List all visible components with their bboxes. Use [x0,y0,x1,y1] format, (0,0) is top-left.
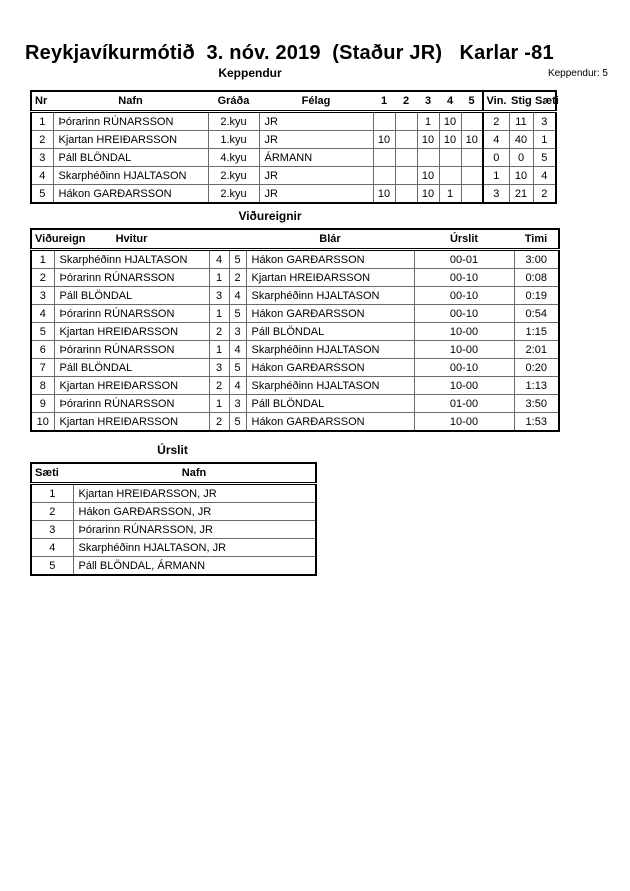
table-row [31,185,556,204]
cell-nr: 1 [31,112,53,131]
table-row [31,323,559,341]
cell-blar-nr: 4 [229,341,246,359]
table-row [31,341,559,359]
cell-saeti: 1 [31,484,73,503]
cell-round-1 [373,167,395,185]
col-stig: Stig [509,91,533,112]
cell-blar-nr: 3 [229,395,246,413]
cell-round-2 [395,185,417,204]
cell-round-1: 10 [373,131,395,149]
table-row [31,287,559,305]
cell-grada: 4.kyu [208,149,259,167]
cell-vin: 2 [483,112,509,131]
cell-blar: Skarphéðinn HJALTASON [246,341,414,359]
col-spacer [229,229,246,250]
cell-match-nr: 8 [31,377,54,395]
cell-saeti: 4 [31,539,73,557]
col-nafn: Nafn [53,91,208,112]
table-row [31,305,559,323]
cell-blar-nr: 2 [229,269,246,287]
table-row [31,484,316,503]
cell-hvitur: Kjartan HREIÐARSSON [54,377,209,395]
urslit-header-row [31,463,316,484]
table-row [31,539,316,557]
cell-round-3: 10 [417,131,439,149]
cell-blar: Hákon GARÐARSSON [246,305,414,323]
cell-timi: 1:13 [514,377,559,395]
keppendur-heading: Keppendur [218,66,282,80]
cell-nafn: Skarphéðinn HJALTASON, JR [73,539,316,557]
vidureignir-heading: Viðureignir [238,209,302,223]
cell-vin: 0 [483,149,509,167]
cell-felag: JR [259,131,373,149]
col-round-4: 4 [439,91,461,112]
cell-round-2 [395,131,417,149]
cell-round-5 [461,112,483,131]
cell-grada: 1.kyu [208,131,259,149]
cell-round-5 [461,185,483,204]
cell-nafn: Páll BLÖNDAL [53,149,208,167]
cell-blar: Páll BLÖNDAL [246,395,414,413]
cell-match-nr: 1 [31,250,54,269]
cell-saeti: 3 [31,521,73,539]
cell-hvitur-nr: 2 [209,377,229,395]
cell-urslit: 00-10 [414,359,514,377]
cell-blar: Skarphéðinn HJALTASON [246,377,414,395]
table-row [31,112,556,131]
cell-round-1 [373,112,395,131]
table-row [31,131,556,149]
cell-timi: 0:54 [514,305,559,323]
cell-round-5 [461,167,483,185]
table-row [31,269,559,287]
col-felag: Félag [259,91,373,112]
cell-hvitur-nr: 3 [209,287,229,305]
cell-nr: 4 [31,167,53,185]
cell-match-nr: 10 [31,413,54,432]
cell-vin: 4 [483,131,509,149]
cell-round-2 [395,112,417,131]
cell-nr: 2 [31,131,53,149]
col-timi: Timi [514,229,559,250]
cell-hvitur: Kjartan HREIÐARSSON [54,323,209,341]
cell-blar-nr: 5 [229,305,246,323]
cell-blar: Páll BLÖNDAL [246,323,414,341]
cell-match-nr: 4 [31,305,54,323]
cell-round-2 [395,167,417,185]
cell-nafn: Hákon GARÐARSSON [53,185,208,204]
cell-hvitur-nr: 4 [209,250,229,269]
col-vidureign: Viðureign [31,229,54,250]
table-row [31,521,316,539]
cell-round-4: 1 [439,185,461,204]
vidureignir-table [30,228,560,432]
cell-hvitur-nr: 1 [209,341,229,359]
table-row [31,395,559,413]
cell-hvitur-nr: 1 [209,269,229,287]
table-row [31,167,556,185]
cell-hvitur: Skarphéðinn HJALTASON [54,250,209,269]
cell-grada: 2.kyu [208,112,259,131]
cell-round-2 [395,149,417,167]
cell-saeti: 3 [533,112,556,131]
cell-hvitur: Þórarinn RÚNARSSON [54,341,209,359]
cell-saeti: 5 [533,149,556,167]
col-saeti: Sæti [31,463,73,484]
col-blar: Blár [246,229,414,250]
cell-grada: 2.kyu [208,167,259,185]
cell-timi: 0:20 [514,359,559,377]
cell-nr: 3 [31,149,53,167]
cell-stig: 21 [509,185,533,204]
col-round-5: 5 [461,91,483,112]
cell-felag: JR [259,167,373,185]
col-nafn: Nafn [73,463,316,484]
cell-blar: Skarphéðinn HJALTASON [246,287,414,305]
col-urslit: Úrslit [414,229,514,250]
page-title: Reykjavíkurmótið 3. nóv. 2019 (Staður JR) Karlar -81 [25,42,554,64]
cell-timi: 1:53 [514,413,559,432]
cell-nafn: Skarphéðinn HJALTASON [53,167,208,185]
cell-match-nr: 7 [31,359,54,377]
cell-nafn: Þórarinn RÚNARSSON [53,112,208,131]
cell-urslit: 10-00 [414,323,514,341]
cell-grada: 2.kyu [208,185,259,204]
cell-round-1 [373,149,395,167]
col-nr: Nr [31,91,53,112]
cell-hvitur-nr: 2 [209,323,229,341]
keppendur-header-row [31,91,556,112]
cell-saeti: 4 [533,167,556,185]
cell-blar: Kjartan HREIÐARSSON [246,269,414,287]
cell-felag: JR [259,185,373,204]
cell-urslit: 00-10 [414,305,514,323]
cell-timi: 0:19 [514,287,559,305]
cell-nafn: Kjartan HREIÐARSSON [53,131,208,149]
col-grada: Gráða [208,91,259,112]
col-saeti: Sæti [533,91,556,112]
cell-urslit: 10-00 [414,413,514,432]
cell-blar: Hákon GARÐARSSON [246,250,414,269]
cell-blar: Hákon GARÐARSSON [246,359,414,377]
cell-blar-nr: 5 [229,250,246,269]
col-vin: Vin. [483,91,509,112]
cell-hvitur: Þórarinn RÚNARSSON [54,395,209,413]
cell-round-3 [417,149,439,167]
cell-blar: Hákon GARÐARSSON [246,413,414,432]
table-row [31,557,316,576]
cell-hvitur: Þórarinn RÚNARSSON [54,269,209,287]
cell-urslit: 10-00 [414,377,514,395]
cell-saeti: 1 [533,131,556,149]
cell-hvitur-nr: 1 [209,395,229,413]
cell-timi: 2:01 [514,341,559,359]
col-round-2: 2 [395,91,417,112]
cell-match-nr: 6 [31,341,54,359]
cell-hvitur-nr: 2 [209,413,229,432]
table-row [31,377,559,395]
competitors-count: Keppendur: 5 [547,68,608,79]
vidureignir-header-row [31,229,559,250]
table-row [31,149,556,167]
keppendur-table [30,90,557,204]
cell-round-3: 10 [417,167,439,185]
cell-timi: 3:00 [514,250,559,269]
cell-round-4: 10 [439,112,461,131]
cell-blar-nr: 4 [229,377,246,395]
cell-hvitur: Kjartan HREIÐARSSON [54,413,209,432]
cell-nafn: Hákon GARÐARSSON, JR [73,503,316,521]
cell-felag: ÁRMANN [259,149,373,167]
cell-blar-nr: 3 [229,323,246,341]
cell-stig: 0 [509,149,533,167]
cell-hvitur-nr: 3 [209,359,229,377]
cell-urslit: 01-00 [414,395,514,413]
cell-round-3: 1 [417,112,439,131]
cell-urslit: 10-00 [414,341,514,359]
col-round-3: 3 [417,91,439,112]
cell-urslit: 00-01 [414,250,514,269]
cell-saeti: 2 [31,503,73,521]
cell-match-nr: 2 [31,269,54,287]
cell-urslit: 00-10 [414,287,514,305]
urslit-table [30,462,317,576]
cell-felag: JR [259,112,373,131]
cell-match-nr: 3 [31,287,54,305]
cell-hvitur: Þórarinn RÚNARSSON [54,305,209,323]
col-spacer [209,229,229,250]
cell-timi: 0:08 [514,269,559,287]
cell-round-5 [461,149,483,167]
cell-match-nr: 9 [31,395,54,413]
col-hvitur: Hvitur [54,229,209,250]
cell-urslit: 00-10 [414,269,514,287]
cell-round-5: 10 [461,131,483,149]
cell-timi: 3:50 [514,395,559,413]
cell-timi: 1:15 [514,323,559,341]
cell-nafn: Þórarinn RÚNARSSON, JR [73,521,316,539]
cell-match-nr: 5 [31,323,54,341]
cell-round-4 [439,167,461,185]
col-round-1: 1 [373,91,395,112]
cell-nafn: Kjartan HREIÐARSSON, JR [73,484,316,503]
table-row [31,359,559,377]
cell-vin: 3 [483,185,509,204]
table-row [31,413,559,432]
cell-nr: 5 [31,185,53,204]
cell-stig: 10 [509,167,533,185]
urslit-heading: Úrslit [157,443,188,457]
cell-hvitur: Páll BLÖNDAL [54,359,209,377]
cell-blar-nr: 4 [229,287,246,305]
cell-stig: 11 [509,112,533,131]
table-row [31,250,559,269]
cell-blar-nr: 5 [229,359,246,377]
cell-hvitur: Páll BLÖNDAL [54,287,209,305]
cell-vin: 1 [483,167,509,185]
cell-round-1: 10 [373,185,395,204]
cell-saeti: 5 [31,557,73,576]
cell-hvitur-nr: 1 [209,305,229,323]
cell-saeti: 2 [533,185,556,204]
cell-nafn: Páll BLÖNDAL, ÁRMANN [73,557,316,576]
cell-stig: 40 [509,131,533,149]
cell-round-3: 10 [417,185,439,204]
table-row [31,503,316,521]
cell-round-4 [439,149,461,167]
cell-round-4: 10 [439,131,461,149]
cell-blar-nr: 5 [229,413,246,432]
